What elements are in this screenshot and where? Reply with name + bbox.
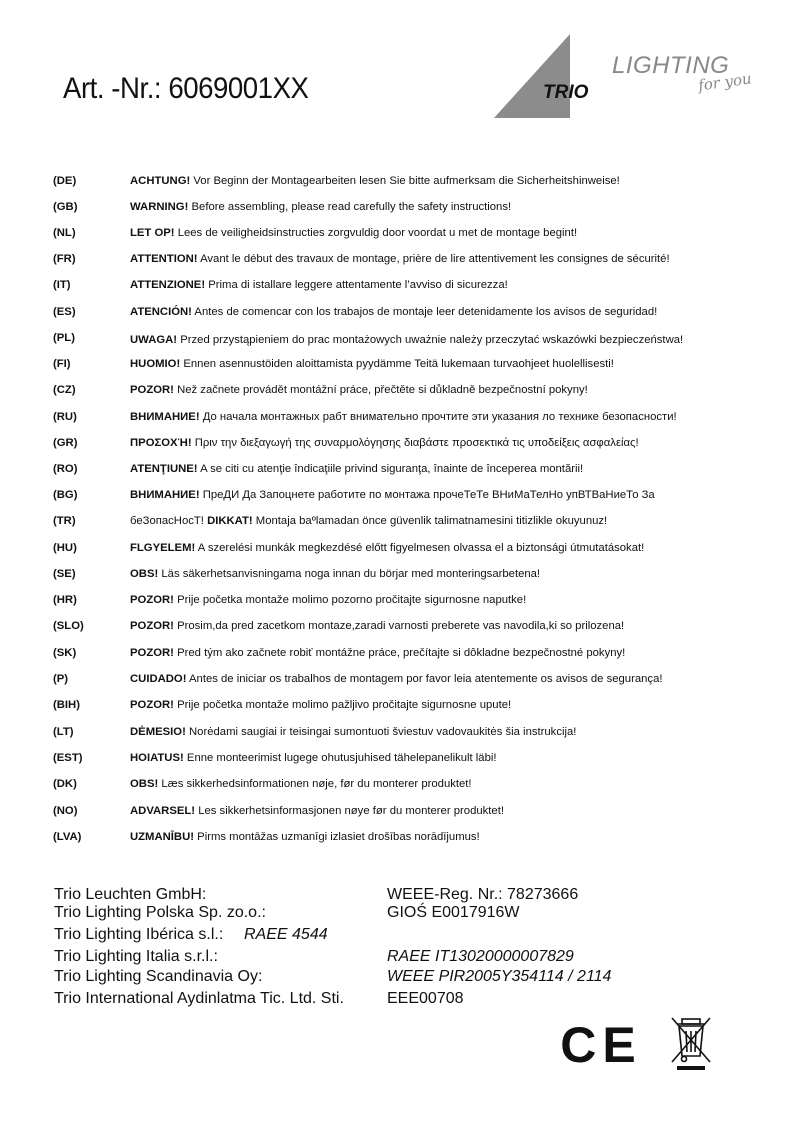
company-trio-international: Trio International Aydinlatma Tic. Ltd. Sti. (54, 990, 344, 1007)
raee-italy-number: RAEE IT13020000007829 (387, 948, 574, 965)
warning-keyword: LET OP! (130, 227, 175, 239)
warning-keyword: POZOR! (130, 594, 174, 606)
warning-text: Antes de iniciar os trabalhos de montagem por favor leia atentemente os avisos de segurança! (186, 673, 663, 685)
weee-scandinavia-number: WEEE PIR2005Y354114 / 2114 (387, 968, 612, 985)
warning-text: A szerelési munkák megkezdésé előtt figyelmesen olvassa el a biztonsági útmutatásokat! (195, 542, 645, 554)
warning-keyword: POZOR! (130, 384, 174, 396)
warning-keyword: ATENŢIUNE! (130, 463, 198, 475)
warning-keyword: ΠΡΟΣΟΧΉ! (130, 437, 192, 449)
warning-text: Než začnete provádět montážní práce, přečtěte si důkladně bezpečnostní pokyny! (173, 384, 588, 396)
language-code: (HR) (53, 594, 77, 606)
brand-tagline: for you (697, 69, 753, 95)
language-code: (SE) (53, 568, 76, 580)
warning-text: Norėdami saugiai ir teisingai sumontuoti šviestuv vadovaukitės šia instrukcija! (185, 726, 577, 738)
language-code: (RU) (53, 411, 77, 423)
warning-text: Pred tým ako začnete robiť montážne práce, prečítajte si dôkladne bezpečnostné pokyny! (173, 647, 626, 659)
brand-lighting: LIGHTING (612, 52, 730, 79)
weee-reg-number: WEEE-Reg. Nr.: 78273666 (387, 886, 579, 903)
warning-prefix: беЗопасНосТ! (130, 515, 208, 527)
language-code: (RO) (53, 463, 78, 475)
language-code: (HU) (53, 542, 77, 554)
warning-text: До начала монтажных рабт внимательно прочтите эти указания ло технике безопасности! (199, 411, 677, 423)
warning-keyword: POZOR! (130, 647, 174, 659)
warning-text: Antes de comencar con los trabajos de montaje leer detenidamente los avisos de seguridad! (191, 306, 658, 318)
warning-keyword: UWAGA! (130, 334, 178, 346)
warning-text: Prije početka montaže molimo pažljivo pročitajte sigurnosne upute! (173, 699, 512, 711)
language-code: (DK) (53, 778, 77, 790)
raee-spain-number: RAEE 4544 (244, 926, 328, 943)
language-code: (EST) (53, 752, 83, 764)
ce-mark-text: CE (560, 1017, 642, 1073)
warning-keyword: ВНИМАНИЕ! (130, 411, 200, 423)
warning-keyword: ADVARSEL! (130, 805, 196, 817)
warning-keyword: ACHTUNG! (130, 175, 191, 187)
warning-keyword: ATENCIÓN! (130, 306, 192, 318)
warning-text: Πριν την διεξαγωγή της συναρμολόγησης διαβάστε προσεκτικά τις υποδείξεις ασφαλείας! (191, 437, 639, 449)
warning-keyword: ATTENTION! (130, 253, 198, 265)
ce-mark-icon (560, 1017, 642, 1073)
language-code: (BIH) (53, 699, 80, 711)
warning-text: Before assembling, please read carefully the safety instructions! (188, 201, 512, 213)
warning-keyword: FLGYELEM! (130, 542, 196, 554)
warning-text: Pirms montāžas uzmanīgi izlasiet drošības norādījumus! (194, 831, 480, 843)
warning-text: Læs sikkerhedsinformationen nøje, før du monterer produktet! (158, 778, 472, 790)
language-code: (IT) (53, 279, 71, 291)
warning-keyword: CUIDADO! (130, 673, 187, 685)
logo-trio-text: TRIO (543, 82, 589, 103)
company-trio-leuchten: Trio Leuchten GmbH: (54, 886, 207, 903)
warning-text: Lees de veiligheidsinstructies zorgvuldig door voordat u met de montage begint! (174, 227, 578, 239)
language-code: (SLO) (53, 620, 84, 632)
company-trio-iberica: Trio Lighting Ibérica s.l.: (54, 926, 224, 943)
warning-keyword: WARNING! (130, 201, 189, 213)
warning-text: Les sikkerhetsinformasjonen nøye før du monterer produktet! (195, 805, 504, 817)
language-code: (P) (53, 673, 69, 685)
warning-keyword: OBS! (130, 778, 159, 790)
language-code: (GR) (53, 437, 78, 449)
warning-text: Ennen asennustöiden aloittamista pyydämme Teitä lukemaan turvaohjeet huolellisesti! (180, 358, 614, 370)
language-code: (NO) (53, 805, 78, 817)
language-code: (NL) (53, 227, 76, 239)
company-trio-italia: Trio Lighting Italia s.r.l.: (54, 948, 218, 965)
company-trio-polska: Trio Lighting Polska Sp. zo.o.: (54, 904, 266, 921)
warning-keyword: DIKKAT! (207, 515, 253, 527)
warning-text: Läs säkerhetsanvisningama noga innan du börjar med monteringsarbetena! (158, 568, 541, 580)
language-code: (FR) (53, 253, 76, 265)
logo-triangle (494, 34, 570, 118)
warning-keyword: HOIATUS! (130, 752, 184, 764)
weee-crossed-bin-icon (669, 1016, 713, 1072)
warning-keyword: POZOR! (130, 620, 174, 632)
language-code: (GB) (53, 201, 78, 213)
language-code: (DE) (53, 175, 77, 187)
warning-keyword: HUOMIO! (130, 358, 181, 370)
warning-keyword: ВНИМАНИЕ! (130, 489, 200, 501)
warning-keyword: UZMANĪBU! (130, 831, 195, 843)
article-number: Art. -Nr.: 6069001XX (63, 72, 309, 105)
company-trio-scandinavia: Trio Lighting Scandinavia Oy: (54, 968, 263, 985)
language-code: (ES) (53, 306, 76, 318)
gios-number: GIOŚ E0017916W (387, 904, 520, 921)
language-code: (SK) (53, 647, 77, 659)
warning-text: ПреДИ Да Запоцнете работите по монтажа прочеТеТе ВНиМаТелНо упВТВаНиеТо За (199, 489, 655, 501)
warning-text: Prosim,da pred zacetkom montaze,zaradi varnosti preberete vas navodila,ki so prilozena! (173, 620, 625, 632)
warning-text: Montaja baºlamadan önce güvenlik talimatnamesini titizlikle okuyunuz! (252, 515, 608, 527)
warning-text: A se citi cu atenţie îndicaţiile privind siguranţa, înainte de începerea montării! (197, 463, 584, 475)
warning-keyword: DĖMESIO! (130, 726, 186, 738)
language-code: (BG) (53, 489, 78, 501)
trio-logo (494, 34, 604, 118)
language-code: (CZ) (53, 384, 76, 396)
warning-keyword: OBS! (130, 568, 159, 580)
language-code: (FI) (53, 358, 71, 370)
language-code: (TR) (53, 515, 76, 527)
eee-turkey-number: EEE00708 (387, 990, 464, 1007)
warning-keyword: ATTENZIONE! (130, 279, 206, 291)
warning-keyword: POZOR! (130, 699, 174, 711)
language-code: (LVA) (53, 831, 82, 843)
warning-text: Avant le début des travaux de montage, prière de lire attentivement les consignes de sécurité! (197, 253, 670, 265)
language-code: (PL) (53, 332, 75, 344)
warning-text: Prima di istallare leggere attentamente l’avviso di sicurezza! (205, 279, 508, 291)
warning-text: Enne monteerimist lugege ohutusjuhised tähelepanelikult läbi! (183, 752, 497, 764)
warning-text: Przed przystąpieniem do prac montażowych uważnie należy przeczytać wskazówki bezpieczeństwa! (177, 334, 684, 346)
warning-text: Vor Beginn der Montagearbeiten lesen Sie bitte aufmerksam die Sicherheitshinweise! (190, 175, 620, 187)
language-code: (LT) (53, 726, 74, 738)
warning-text: Prije početka montaže molimo pozorno pročitajte sigurnosne naputke! (173, 594, 527, 606)
